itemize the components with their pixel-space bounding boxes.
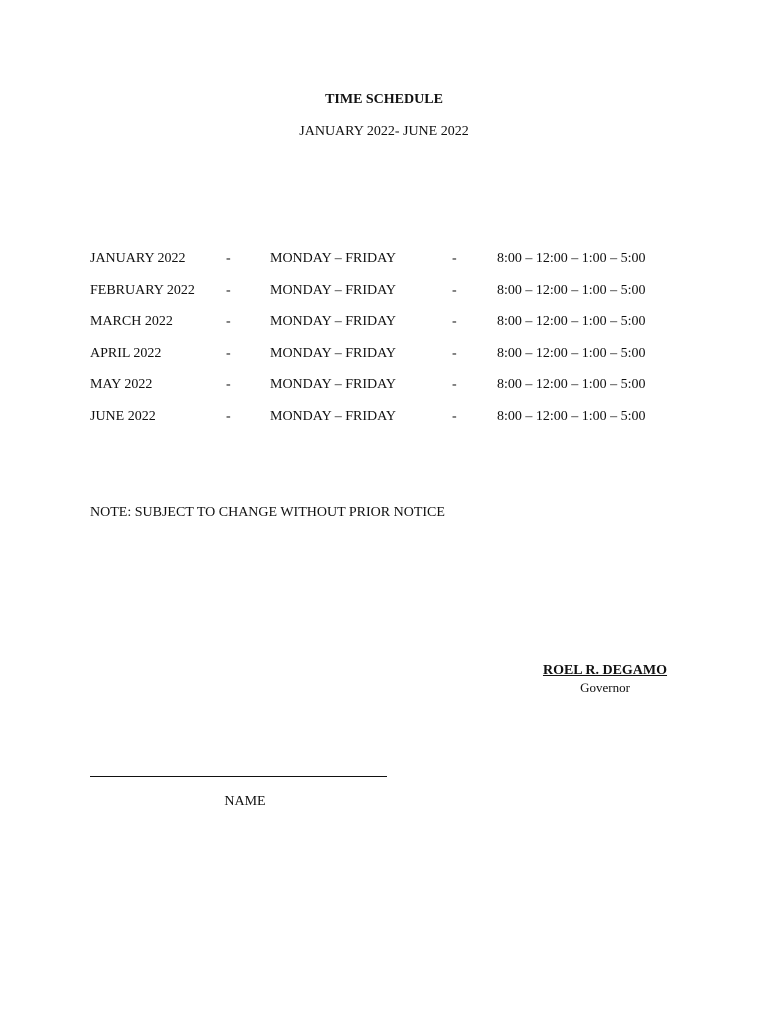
schedule-time: 8:00 – 12:00 – 1:00 – 5:00 xyxy=(497,314,646,330)
schedule-days: MONDAY – FRIDAY xyxy=(270,314,397,330)
signatory-name: ROEL R. DEGAMO xyxy=(542,663,668,678)
schedule-separator: - xyxy=(452,377,457,393)
schedule-month: APRIL 2022 xyxy=(90,345,162,361)
schedule-time: 8:00 – 12:00 – 1:00 – 5:00 xyxy=(497,282,646,298)
schedule-row xyxy=(90,346,690,378)
schedule-month: JUNE 2022 xyxy=(90,408,156,424)
schedule-separator: - xyxy=(452,251,457,266)
schedule-separator: - xyxy=(452,408,457,424)
signatory-title: Governor xyxy=(580,680,630,695)
notice-text: NOTE: SUBJECT TO CHANGE WITHOUT PRIOR NOTICE xyxy=(90,505,445,520)
schedule-separator: - xyxy=(226,314,231,330)
document-title: TIME SCHEDULE xyxy=(325,92,443,107)
schedule-separator: - xyxy=(452,282,457,298)
schedule-month: JANUARY 2022 xyxy=(90,251,186,266)
schedule-days: MONDAY – FRIDAY xyxy=(270,408,397,424)
schedule-separator: - xyxy=(452,314,457,330)
schedule-days: MONDAY – FRIDAY xyxy=(270,377,397,393)
schedule-month: MAY 2022 xyxy=(90,377,153,393)
schedule-time: 8:00 – 12:00 – 1:00 – 5:00 xyxy=(497,251,646,266)
document-subtitle: JANUARY 2022- JUNE 2022 xyxy=(299,124,469,139)
name-label: NAME xyxy=(224,794,266,809)
schedule-separator: - xyxy=(226,282,231,298)
schedule-row xyxy=(90,377,690,409)
schedule-month: FEBRUARY 2022 xyxy=(90,282,195,298)
signature-line xyxy=(90,776,387,777)
signatory-block xyxy=(520,663,690,696)
schedule-time: 8:00 – 12:00 – 1:00 – 5:00 xyxy=(497,377,646,393)
schedule-separator: - xyxy=(226,408,231,424)
schedule-days: MONDAY – FRIDAY xyxy=(270,251,397,266)
schedule-row xyxy=(90,283,690,315)
schedule-row xyxy=(90,251,690,283)
schedule-separator: - xyxy=(452,345,457,361)
schedule-time: 8:00 – 12:00 – 1:00 – 5:00 xyxy=(497,345,646,361)
schedule-separator: - xyxy=(226,377,231,393)
schedule-month: MARCH 2022 xyxy=(90,314,173,330)
schedule-days: MONDAY – FRIDAY xyxy=(270,282,397,298)
schedule-separator: - xyxy=(226,251,231,266)
schedule-separator: - xyxy=(226,345,231,361)
schedule-table xyxy=(90,251,690,441)
schedule-time: 8:00 – 12:00 – 1:00 – 5:00 xyxy=(497,408,646,424)
schedule-row xyxy=(90,314,690,346)
schedule-days: MONDAY – FRIDAY xyxy=(270,345,397,361)
schedule-row xyxy=(90,409,690,441)
